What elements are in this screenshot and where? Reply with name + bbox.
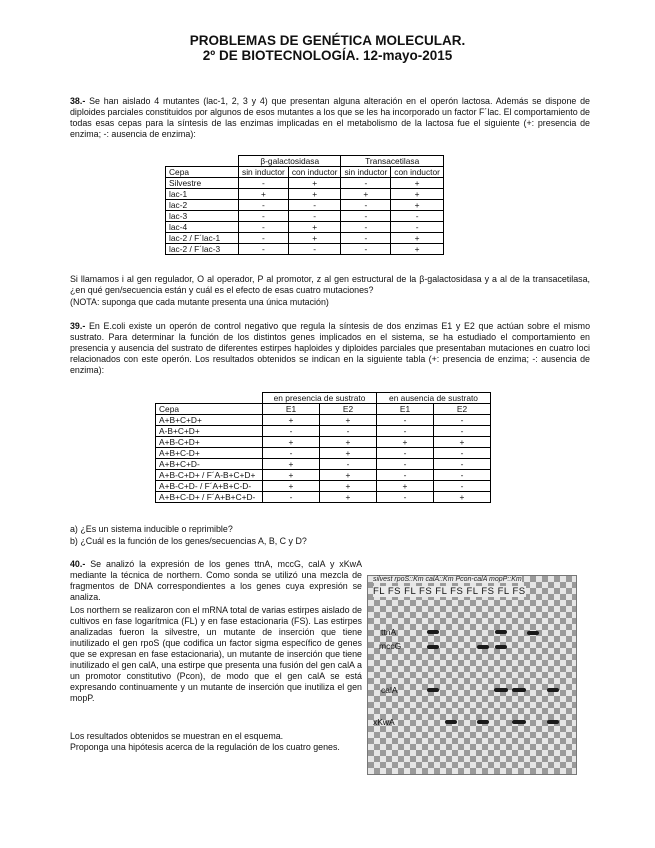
table-row: A+B-C+D+ + + + +	[156, 437, 491, 448]
problem-40-question: Proponga una hipótesis acerca de la regulación de los cuatro genes.	[70, 742, 340, 752]
northern-band	[512, 688, 526, 692]
table-row: lac-1 + + + +	[166, 189, 444, 200]
northern-band	[445, 720, 457, 724]
problem-39-question-a: a) ¿Es un sistema inducible o reprimible?	[70, 524, 233, 534]
northern-band	[495, 645, 507, 649]
lac-operon-table	[165, 155, 444, 255]
problem-39-number: 39.-	[70, 321, 86, 331]
gene-label-ttnA: ttnA	[381, 627, 397, 637]
problem-40-strains: Los northern se realizaron con el mRNA total de varias estirpes aislado de cultivos en fase logarítmica (FL) y en fase estacionaria (FS). Las estirpes analizadas fueron la silvestre, un mutante de inserción que tiene inutilizado el gen rpoS (que codifica un factor sigma específico de genes que se expresan en fase estacionaria), un mutante de inserción que tiene inutilizado el gen calA, una estirpe que presenta una fusión del gen calA a un promotor constitutivo (Pcon), de modo que el gen calA se está expresando continuamente y un mutante de inserción que inutiliza el gen mopP.	[70, 605, 362, 703]
northern-band	[512, 720, 526, 724]
operon-table	[155, 392, 491, 503]
strain-header: Cepa	[166, 167, 239, 178]
northern-blot-image	[367, 575, 577, 775]
gene-label-calA: calA	[381, 685, 398, 695]
page-title-line2: 2º DE BIOTECNOLOGÍA. 12-mayo-2015	[202, 48, 453, 63]
northern-band	[427, 630, 439, 634]
gene-label-mccG: mccG	[379, 641, 402, 651]
table-row: lac-2 / F´lac-3 - - - +	[166, 244, 444, 255]
gene-label-xKwA: xKwA	[373, 717, 395, 727]
gel-strain-header: silvest rpoS::Km calA::Km Pcon-calA mopP::Km	[373, 576, 522, 583]
subheader: E1	[263, 404, 320, 415]
problem-40-number: 40.-	[70, 559, 86, 569]
subheader: E1	[377, 404, 434, 415]
table-row: lac-2 / F´lac-1 - + - +	[166, 233, 444, 244]
strain-header: Cepa	[156, 404, 263, 415]
northern-band	[427, 645, 439, 649]
substrate-absent-header: en ausencia de sustrato	[377, 393, 491, 404]
subheader: E2	[434, 404, 491, 415]
subheader: sin inductor	[239, 167, 289, 178]
table-row: A-B+C+D+ - - - -	[156, 426, 491, 437]
table-row: A+B-C+D- / F´A+B+C-D- + + + -	[156, 481, 491, 492]
table-row: lac-2 - - - +	[166, 200, 444, 211]
northern-band	[494, 688, 508, 692]
table-row: A+B-C+D+ / F´A-B+C+D+ + + - -	[156, 470, 491, 481]
problem-39-question-b: b) ¿Cuál es la función de los genes/secuencias A, B, C y D?	[70, 536, 307, 546]
table-row: A+B+C-D+ - + - -	[156, 448, 491, 459]
northern-band	[477, 645, 489, 649]
gel-background	[367, 575, 577, 775]
table-row: lac-4 - + - -	[166, 222, 444, 233]
table-row: A+B+C+D+ + + - -	[156, 415, 491, 426]
table-row: lac-3 - - - -	[166, 211, 444, 222]
problem-40-results: Los resultados obtenidos se muestran en el esquema.	[70, 731, 284, 741]
beta-galactosidase-header: β-galactosidasa	[239, 156, 341, 167]
northern-band	[477, 720, 489, 724]
subheader: E2	[320, 404, 377, 415]
subheader: sin inductor	[341, 167, 391, 178]
gel-lane-labels: FL FS FL FS FL FS FL FS FL FS	[373, 586, 526, 597]
subheader: con inductor	[391, 167, 444, 178]
northern-band	[427, 688, 439, 692]
problem-40-intro: 40.- Se analizó la expresión de los genes ttnA, mccG, calA y xKwA mediante la técnica de northern. Como sonda se utilizó una mezcla de fragmentos de DNA correspondientes a los genes cuya expresión se analiza.	[70, 559, 362, 602]
transacetylase-header: Transacetilasa	[341, 156, 443, 167]
problem-39-intro: 39.- En E.coli existe un operón de control negativo que regula la síntesis de dos enzimas E1 y E2 que actúan sobre el mismo sustrato. Para determinar la función de los distintos genes implicados en el sistema, se ha estudiado el comportamiento en presencia y ausencia del sustrato de diferentes estirpes haploides y diploides parciales que presentaban mutaciones en cuatro loci relacionados con este operón. Los resultados obtenidos se indican en la siguiente tabla (+: presencia de enzima; -: ausencia de enzima):	[70, 321, 591, 375]
problem-38-note: (NOTA: suponga que cada mutante presenta una única mutación)	[70, 297, 329, 307]
table-row: A+B+C+D- + - - -	[156, 459, 491, 470]
northern-band	[547, 720, 559, 724]
northern-band	[547, 688, 559, 692]
northern-band	[527, 631, 539, 635]
substrate-present-header: en presencia de sustrato	[263, 393, 377, 404]
problem-38-intro: 38.- Se han aislado 4 mutantes (lac-1, 2, 3 y 4) que presentan alguna alteración en el operón lactosa. Además se dispone de diploides parciales constituidos por algunos de esos mutantes a los que se les ha incorporado un factor F´lac. El comportamiento de todas esas cepas para la síntesis de las enzimas implicadas en el metabolismo de la lactosa fue el siguiente (+: presencia de enzima; -: ausencia de enzima):	[70, 96, 590, 139]
subheader: con inductor	[288, 167, 341, 178]
northern-band	[495, 630, 507, 634]
table-row: Silvestre - + - +	[166, 178, 444, 189]
problem-38-question: Si llamamos i al gen regulador, O al operador, P al promotor, z al gen estructural de la β-galactosidasa y a al de la transacetilasa, ¿en qué gen/secuencia están y cuál es el efecto de esas cuatro mutaciones?	[70, 274, 590, 295]
table-row: A+B+C-D+ / F´A+B+C+D- - + - +	[156, 492, 491, 503]
page-title-line1: PROBLEMAS DE GENÉTICA MOLECULAR.	[189, 33, 466, 48]
problem-38-number: 38.-	[70, 96, 86, 106]
